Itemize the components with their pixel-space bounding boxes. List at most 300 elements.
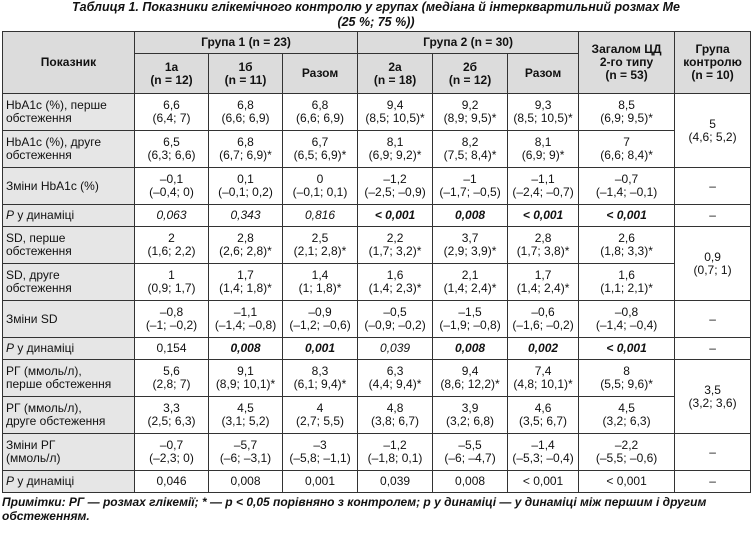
median-value: 6,8 bbox=[311, 98, 329, 112]
table-row bbox=[3, 301, 751, 338]
iqr-value: (2,1; 2,8)* bbox=[293, 244, 347, 258]
median-value: 6,7 bbox=[311, 135, 329, 149]
iqr-value: (0,9; 1,7) bbox=[147, 281, 196, 295]
value-cell bbox=[358, 131, 433, 168]
row-label-line1: SD, перше bbox=[6, 231, 66, 245]
median-value: 8 bbox=[623, 364, 630, 378]
header-control-line1: Група bbox=[695, 42, 730, 56]
p-label-text: у динаміці bbox=[14, 474, 75, 488]
table-row bbox=[3, 264, 751, 301]
median-value: –1,2 bbox=[383, 172, 407, 186]
median-value: 9,1 bbox=[237, 364, 254, 378]
value-cell bbox=[135, 94, 209, 131]
row-label-line1: РГ (ммоль/л), bbox=[6, 364, 82, 378]
median-value: 6,6 bbox=[163, 98, 180, 112]
median-value: 2,5 bbox=[311, 231, 329, 245]
header-2b-label: 2б bbox=[462, 59, 478, 74]
iqr-value: (1; 1,8)* bbox=[298, 281, 342, 295]
median-value: –0,6 bbox=[531, 305, 555, 319]
median-value: 3,7 bbox=[461, 231, 479, 245]
median-value: 1,6 bbox=[618, 268, 635, 282]
median-value: –1,5 bbox=[458, 305, 482, 319]
iqr-value: (–6; –4,7) bbox=[444, 451, 496, 465]
value-cell bbox=[433, 397, 508, 434]
iqr-value: (2,7; 5,5) bbox=[296, 414, 345, 428]
iqr-value: (6,9; 9,5)* bbox=[600, 111, 653, 125]
header-1b bbox=[209, 54, 283, 94]
value-cell bbox=[209, 131, 283, 168]
header-2a-label: 2а bbox=[388, 59, 402, 74]
median-value: –1,4 bbox=[531, 438, 555, 452]
value-cell bbox=[508, 264, 579, 301]
header-control-line3: (n = 10) bbox=[691, 68, 734, 82]
value-cell bbox=[433, 131, 508, 168]
median-value: –0,9 bbox=[308, 305, 332, 319]
row-label-line2: (ммоль/л) bbox=[6, 451, 61, 465]
p-value: 0,008 bbox=[209, 471, 283, 493]
value-cell bbox=[508, 360, 579, 397]
control-cell: – bbox=[675, 338, 751, 360]
median-value: 2,2 bbox=[386, 231, 404, 245]
p-value: 0,008 bbox=[433, 205, 508, 227]
table-row bbox=[3, 338, 751, 360]
iqr-value: (7,5; 8,4)* bbox=[443, 148, 497, 162]
iqr-value: (–1; –0,2) bbox=[145, 318, 198, 332]
value-cell bbox=[135, 227, 209, 264]
iqr-value: (3,2; 6,3) bbox=[602, 414, 651, 428]
value-cell bbox=[508, 131, 579, 168]
p-symbol: Р bbox=[6, 341, 15, 355]
header-1b-n: (n = 11) bbox=[224, 72, 267, 87]
iqr-value: (3,1; 5,2) bbox=[221, 414, 270, 428]
p-value: < 0,001 bbox=[508, 471, 579, 493]
control-line2: (4,6; 5,2) bbox=[688, 129, 737, 144]
iqr-value: (1,7; 3,8)* bbox=[516, 244, 570, 258]
iqr-value: (6,7; 6,9)* bbox=[219, 148, 272, 162]
median-value: 8,5 bbox=[618, 98, 635, 112]
value-cell bbox=[433, 227, 508, 264]
control-cell: – bbox=[675, 168, 751, 205]
header-control-line2: контролю bbox=[683, 55, 742, 69]
median-value: 3,3 bbox=[163, 401, 180, 415]
p-label-text: у динаміці bbox=[14, 208, 75, 222]
median-value: –0,5 bbox=[383, 305, 407, 319]
control-cell: – bbox=[675, 301, 751, 338]
value-cell bbox=[508, 301, 579, 338]
iqr-value: (–0,4; 0) bbox=[149, 185, 194, 199]
table-row bbox=[3, 131, 751, 168]
median-value: 6,8 bbox=[237, 135, 254, 149]
table-row bbox=[3, 397, 751, 434]
value-cell bbox=[579, 168, 675, 205]
header-2-sum: Разом bbox=[508, 54, 579, 94]
control-merged-cell bbox=[675, 94, 751, 168]
iqr-value: (4,4; 9,4)* bbox=[368, 377, 422, 391]
median-value: 8,3 bbox=[311, 364, 329, 378]
header-1a-label: 1а bbox=[164, 59, 179, 74]
iqr-value: (8,5; 10,5)* bbox=[365, 111, 425, 125]
median-value: –0,8 bbox=[614, 305, 639, 319]
value-cell bbox=[283, 360, 358, 397]
p-value: < 0,001 bbox=[579, 205, 675, 227]
row-label-line1: HbA1c (%), перше bbox=[6, 98, 107, 112]
control-line1: 3,5 bbox=[704, 382, 721, 397]
median-value: –5,7 bbox=[233, 438, 258, 452]
header-1b-label: 1б bbox=[238, 59, 253, 74]
table-row bbox=[3, 205, 751, 227]
p-value: 0,039 bbox=[358, 471, 433, 493]
header-1a bbox=[135, 54, 209, 94]
value-cell bbox=[283, 131, 358, 168]
p-value: < 0,001 bbox=[579, 338, 675, 360]
value-cell bbox=[283, 94, 358, 131]
p-symbol: Р bbox=[6, 474, 15, 488]
header-group-2: Група 2 (n = 30) bbox=[358, 32, 579, 54]
median-value: –0,1 bbox=[159, 172, 184, 186]
table-body bbox=[3, 94, 751, 493]
median-value: 9,4 bbox=[461, 364, 479, 378]
p-value: 0,008 bbox=[209, 338, 283, 360]
median-value: 6,8 bbox=[237, 98, 254, 112]
iqr-value: (3,5; 6,7) bbox=[519, 414, 568, 428]
control-cell: – bbox=[675, 471, 751, 493]
value-cell bbox=[358, 434, 433, 471]
caption-line-2: (25 %; 75 %)) bbox=[337, 15, 415, 29]
row-label bbox=[3, 360, 135, 397]
value-cell bbox=[209, 264, 283, 301]
iqr-value: (1,4; 1,8)* bbox=[219, 281, 272, 295]
value-cell bbox=[283, 301, 358, 338]
median-value: 4,5 bbox=[618, 401, 635, 415]
row-label bbox=[3, 301, 135, 338]
iqr-value: (1,4; 2,3)* bbox=[368, 281, 422, 295]
header-indicator: Показник bbox=[3, 32, 135, 94]
value-cell bbox=[283, 227, 358, 264]
p-value: 0,001 bbox=[283, 471, 358, 493]
iqr-value: (–0,9; –0,2) bbox=[364, 318, 426, 332]
value-cell bbox=[433, 168, 508, 205]
median-value: 7,4 bbox=[534, 364, 552, 378]
row-label-line1: HbA1c (%), друге bbox=[6, 135, 102, 149]
iqr-value: (3,8; 6,7) bbox=[371, 414, 420, 428]
median-value: –2,2 bbox=[614, 438, 639, 452]
header-total bbox=[579, 32, 675, 94]
value-cell bbox=[358, 397, 433, 434]
control-line1: 0,9 bbox=[704, 249, 721, 264]
p-value: 0,154 bbox=[135, 338, 209, 360]
row-label-line2: обстеження bbox=[6, 148, 72, 162]
row-label bbox=[3, 338, 135, 360]
median-value: –5,5 bbox=[458, 438, 482, 452]
header-2a bbox=[358, 54, 433, 94]
median-value: 2,8 bbox=[534, 231, 552, 245]
p-symbol: Р bbox=[6, 208, 15, 222]
table-row bbox=[3, 227, 751, 264]
iqr-value: (–1,4; –0,4) bbox=[595, 318, 658, 332]
header-group-1: Група 1 (n = 23) bbox=[135, 32, 358, 54]
iqr-value: (4,8; 10,1)* bbox=[513, 377, 573, 391]
value-cell bbox=[433, 301, 508, 338]
median-value: 4 bbox=[316, 401, 324, 415]
value-cell bbox=[209, 227, 283, 264]
iqr-value: (–2,3; 0) bbox=[149, 451, 194, 465]
value-cell bbox=[135, 168, 209, 205]
iqr-value: (–1,4; –0,8) bbox=[214, 318, 277, 332]
row-label-line1: РГ (ммоль/л), bbox=[6, 401, 82, 415]
p-value: < 0,001 bbox=[358, 205, 433, 227]
iqr-value: (–1,4; –0,1) bbox=[595, 185, 658, 199]
row-label-line2: перше обстеження bbox=[6, 377, 112, 391]
row-label-line2: обстеження bbox=[6, 244, 72, 258]
row-label bbox=[3, 264, 135, 301]
value-cell bbox=[209, 397, 283, 434]
median-value: 9,3 bbox=[534, 98, 552, 112]
p-value: 0,008 bbox=[433, 338, 508, 360]
table-row bbox=[3, 94, 751, 131]
median-value: –1,2 bbox=[383, 438, 407, 452]
median-value: 6,3 bbox=[386, 364, 404, 378]
value-cell bbox=[508, 434, 579, 471]
iqr-value: (8,6; 12,2)* bbox=[440, 377, 500, 391]
p-value: < 0,001 bbox=[508, 205, 579, 227]
iqr-value: (2,9; 3,9)* bbox=[443, 244, 497, 258]
median-value: 2 bbox=[168, 231, 175, 245]
median-value: 8,1 bbox=[386, 135, 404, 149]
row-label-line2: обстеження bbox=[6, 281, 72, 295]
header-total-line3: (n = 53) bbox=[605, 68, 648, 82]
header-1-sum: Разом bbox=[283, 54, 358, 94]
iqr-value: (1,6; 2,2) bbox=[147, 244, 196, 258]
median-value: 1,6 bbox=[386, 268, 404, 282]
value-cell bbox=[135, 434, 209, 471]
value-cell bbox=[508, 227, 579, 264]
header-2b-n: (n = 12) bbox=[448, 72, 492, 87]
header-total-line1: Загалом ЦД bbox=[591, 42, 662, 56]
iqr-value: (–5,8; –1,1) bbox=[289, 451, 351, 465]
header-2b bbox=[433, 54, 508, 94]
value-cell bbox=[579, 301, 675, 338]
median-value: 4,8 bbox=[386, 401, 404, 415]
value-cell bbox=[283, 168, 358, 205]
iqr-value: (–0,1; 0,1) bbox=[292, 185, 348, 199]
value-cell bbox=[358, 168, 433, 205]
control-cell: – bbox=[675, 434, 751, 471]
row-label bbox=[3, 471, 135, 493]
iqr-value: (2,8; 7) bbox=[152, 377, 191, 391]
median-value: 2,1 bbox=[461, 268, 479, 282]
median-value: 7 bbox=[623, 135, 630, 149]
value-cell bbox=[579, 397, 675, 434]
p-value: 0,063 bbox=[135, 205, 209, 227]
header-control bbox=[675, 32, 751, 94]
value-cell bbox=[358, 227, 433, 264]
median-value: –0,7 bbox=[614, 172, 639, 186]
iqr-value: (6,9; 9)* bbox=[521, 148, 565, 162]
row-label bbox=[3, 131, 135, 168]
row-label-line1: Зміни HbA1c (%) bbox=[6, 178, 99, 193]
value-cell bbox=[358, 94, 433, 131]
table-row bbox=[3, 360, 751, 397]
iqr-value: (–1,7; –0,5) bbox=[439, 185, 501, 199]
table-row bbox=[3, 471, 751, 493]
value-cell bbox=[579, 131, 675, 168]
iqr-value: (1,4; 2,4)* bbox=[516, 281, 570, 295]
median-value: 8,1 bbox=[534, 135, 552, 149]
iqr-value: (8,9; 9,5)* bbox=[443, 111, 497, 125]
value-cell bbox=[579, 94, 675, 131]
iqr-value: (1,1; 2,1)* bbox=[600, 281, 653, 295]
median-value: 1,7 bbox=[534, 268, 552, 282]
iqr-value: (–2,4; –0,7) bbox=[512, 185, 574, 199]
value-cell bbox=[508, 397, 579, 434]
median-value: –0,7 bbox=[159, 438, 184, 452]
value-cell bbox=[209, 434, 283, 471]
iqr-value: (6,6; 8,4)* bbox=[600, 148, 653, 162]
median-value: 2,8 bbox=[237, 231, 254, 245]
value-cell bbox=[135, 360, 209, 397]
control-line2: (3,2; 3,6) bbox=[688, 395, 737, 410]
iqr-value: (1,4; 2,4)* bbox=[443, 281, 497, 295]
iqr-value: (5,5; 9,6)* bbox=[600, 377, 653, 391]
iqr-value: (8,9; 10,1)* bbox=[215, 377, 276, 391]
p-value: 0,046 bbox=[135, 471, 209, 493]
iqr-value: (2,5; 6,3) bbox=[147, 414, 196, 428]
row-label-line1: Зміни SD bbox=[6, 311, 58, 326]
iqr-value: (6,5; 6,9)* bbox=[293, 148, 347, 162]
value-cell bbox=[358, 264, 433, 301]
median-value: –3 bbox=[313, 438, 327, 452]
row-label-line2: обстеження bbox=[6, 111, 72, 125]
value-cell bbox=[283, 397, 358, 434]
row-label bbox=[3, 205, 135, 227]
median-value: 1 bbox=[168, 268, 175, 282]
table-caption bbox=[0, 0, 752, 31]
iqr-value: (6,1; 9,4)* bbox=[293, 377, 347, 391]
value-cell bbox=[209, 94, 283, 131]
value-cell bbox=[283, 264, 358, 301]
row-label bbox=[3, 397, 135, 434]
glycemic-control-table bbox=[2, 31, 751, 493]
table-row bbox=[3, 168, 751, 205]
table-notes: Примітки: РГ — розмах глікемії; * — р < 0,05 порівняно з контролем; р у динаміці — у динаміці між першим і другим обстеженням. bbox=[2, 495, 707, 523]
control-merged-cell bbox=[675, 227, 751, 301]
header-2a-n: (n = 18) bbox=[373, 72, 417, 87]
p-value: 0,002 bbox=[508, 338, 579, 360]
value-cell bbox=[433, 434, 508, 471]
iqr-value: (1,8; 3,3)* bbox=[600, 244, 653, 258]
p-value: 0,343 bbox=[209, 205, 283, 227]
value-cell bbox=[433, 94, 508, 131]
iqr-value: (8,5; 10,5)* bbox=[513, 111, 573, 125]
control-merged-cell bbox=[675, 360, 751, 434]
median-value: –0,8 bbox=[159, 305, 184, 319]
median-value: 3,9 bbox=[461, 401, 479, 415]
value-cell bbox=[358, 360, 433, 397]
header-1a-n: (n = 12) bbox=[150, 72, 193, 87]
p-label-text: у динаміці bbox=[14, 341, 75, 355]
iqr-value: (6,3; 6,6) bbox=[147, 148, 196, 162]
median-value: 2,6 bbox=[618, 231, 635, 245]
median-value: 1,4 bbox=[311, 268, 329, 282]
median-value: 9,4 bbox=[386, 98, 404, 112]
iqr-value: (–1,6; –0,2) bbox=[512, 318, 574, 332]
median-value: 0 bbox=[316, 172, 324, 186]
row-label bbox=[3, 94, 135, 131]
header-total-line2: 2-го типу bbox=[599, 55, 654, 69]
row-label bbox=[3, 168, 135, 205]
value-cell bbox=[135, 131, 209, 168]
median-value: 4,5 bbox=[237, 401, 254, 415]
median-value: 5,6 bbox=[163, 364, 180, 378]
iqr-value: (–0,1; 0,2) bbox=[218, 185, 273, 199]
row-label bbox=[3, 227, 135, 264]
median-value: –1 bbox=[463, 172, 477, 186]
iqr-value: (3,2; 6,8) bbox=[446, 414, 495, 428]
iqr-value: (–6; –3,1) bbox=[219, 451, 272, 465]
value-cell bbox=[579, 227, 675, 264]
value-cell bbox=[283, 434, 358, 471]
iqr-value: (–2,5; –0,9) bbox=[364, 185, 426, 199]
row-label-line2: друге обстеження bbox=[6, 414, 106, 428]
iqr-value: (6,4; 7) bbox=[152, 111, 191, 125]
median-value: 9,2 bbox=[461, 98, 479, 112]
value-cell bbox=[433, 360, 508, 397]
value-cell bbox=[579, 434, 675, 471]
median-value: 4,6 bbox=[534, 401, 552, 415]
iqr-value: (6,9; 9,2)* bbox=[368, 148, 422, 162]
median-value: 8,2 bbox=[461, 135, 479, 149]
row-label bbox=[3, 434, 135, 471]
iqr-value: (6,6; 6,9) bbox=[221, 111, 270, 125]
control-cell: – bbox=[675, 205, 751, 227]
iqr-value: (–1,9; –0,8) bbox=[439, 318, 501, 332]
p-value: < 0,001 bbox=[579, 471, 675, 493]
value-cell bbox=[433, 264, 508, 301]
iqr-value: (–5,5; –0,6) bbox=[595, 451, 658, 465]
value-cell bbox=[209, 301, 283, 338]
table-row bbox=[3, 434, 751, 471]
p-value: 0,039 bbox=[358, 338, 433, 360]
value-cell bbox=[508, 168, 579, 205]
value-cell bbox=[579, 360, 675, 397]
value-cell bbox=[209, 168, 283, 205]
row-label-line1: Зміни РГ bbox=[6, 438, 56, 452]
value-cell bbox=[358, 301, 433, 338]
value-cell bbox=[508, 94, 579, 131]
caption-line-1: Таблиця 1. Показники глікемічного контролю у групах (медіана й інтерквартильний розмах Ме bbox=[72, 0, 680, 14]
median-value: –1,1 bbox=[531, 172, 555, 186]
p-value: 0,816 bbox=[283, 205, 358, 227]
row-label-line1: SD, друге bbox=[6, 268, 60, 282]
iqr-value: (–1,2; –0,6) bbox=[289, 318, 351, 332]
iqr-value: (–1,8; 0,1) bbox=[367, 451, 423, 465]
value-cell bbox=[579, 264, 675, 301]
median-value: –1,1 bbox=[233, 305, 258, 319]
median-value: 0,1 bbox=[237, 172, 254, 186]
control-line1: 5 bbox=[709, 116, 716, 131]
median-value: 6,5 bbox=[163, 135, 180, 149]
p-value: 0,001 bbox=[283, 338, 358, 360]
iqr-value: (6,6; 6,9) bbox=[296, 111, 345, 125]
value-cell bbox=[209, 360, 283, 397]
value-cell bbox=[135, 301, 209, 338]
control-line2: (0,7; 1) bbox=[693, 262, 732, 277]
iqr-value: (–5,3; –0,4) bbox=[512, 451, 574, 465]
iqr-value: (2,6; 2,8)* bbox=[219, 244, 272, 258]
iqr-value: (1,7; 3,2)* bbox=[368, 244, 422, 258]
value-cell bbox=[135, 264, 209, 301]
median-value: 1,7 bbox=[237, 268, 254, 282]
